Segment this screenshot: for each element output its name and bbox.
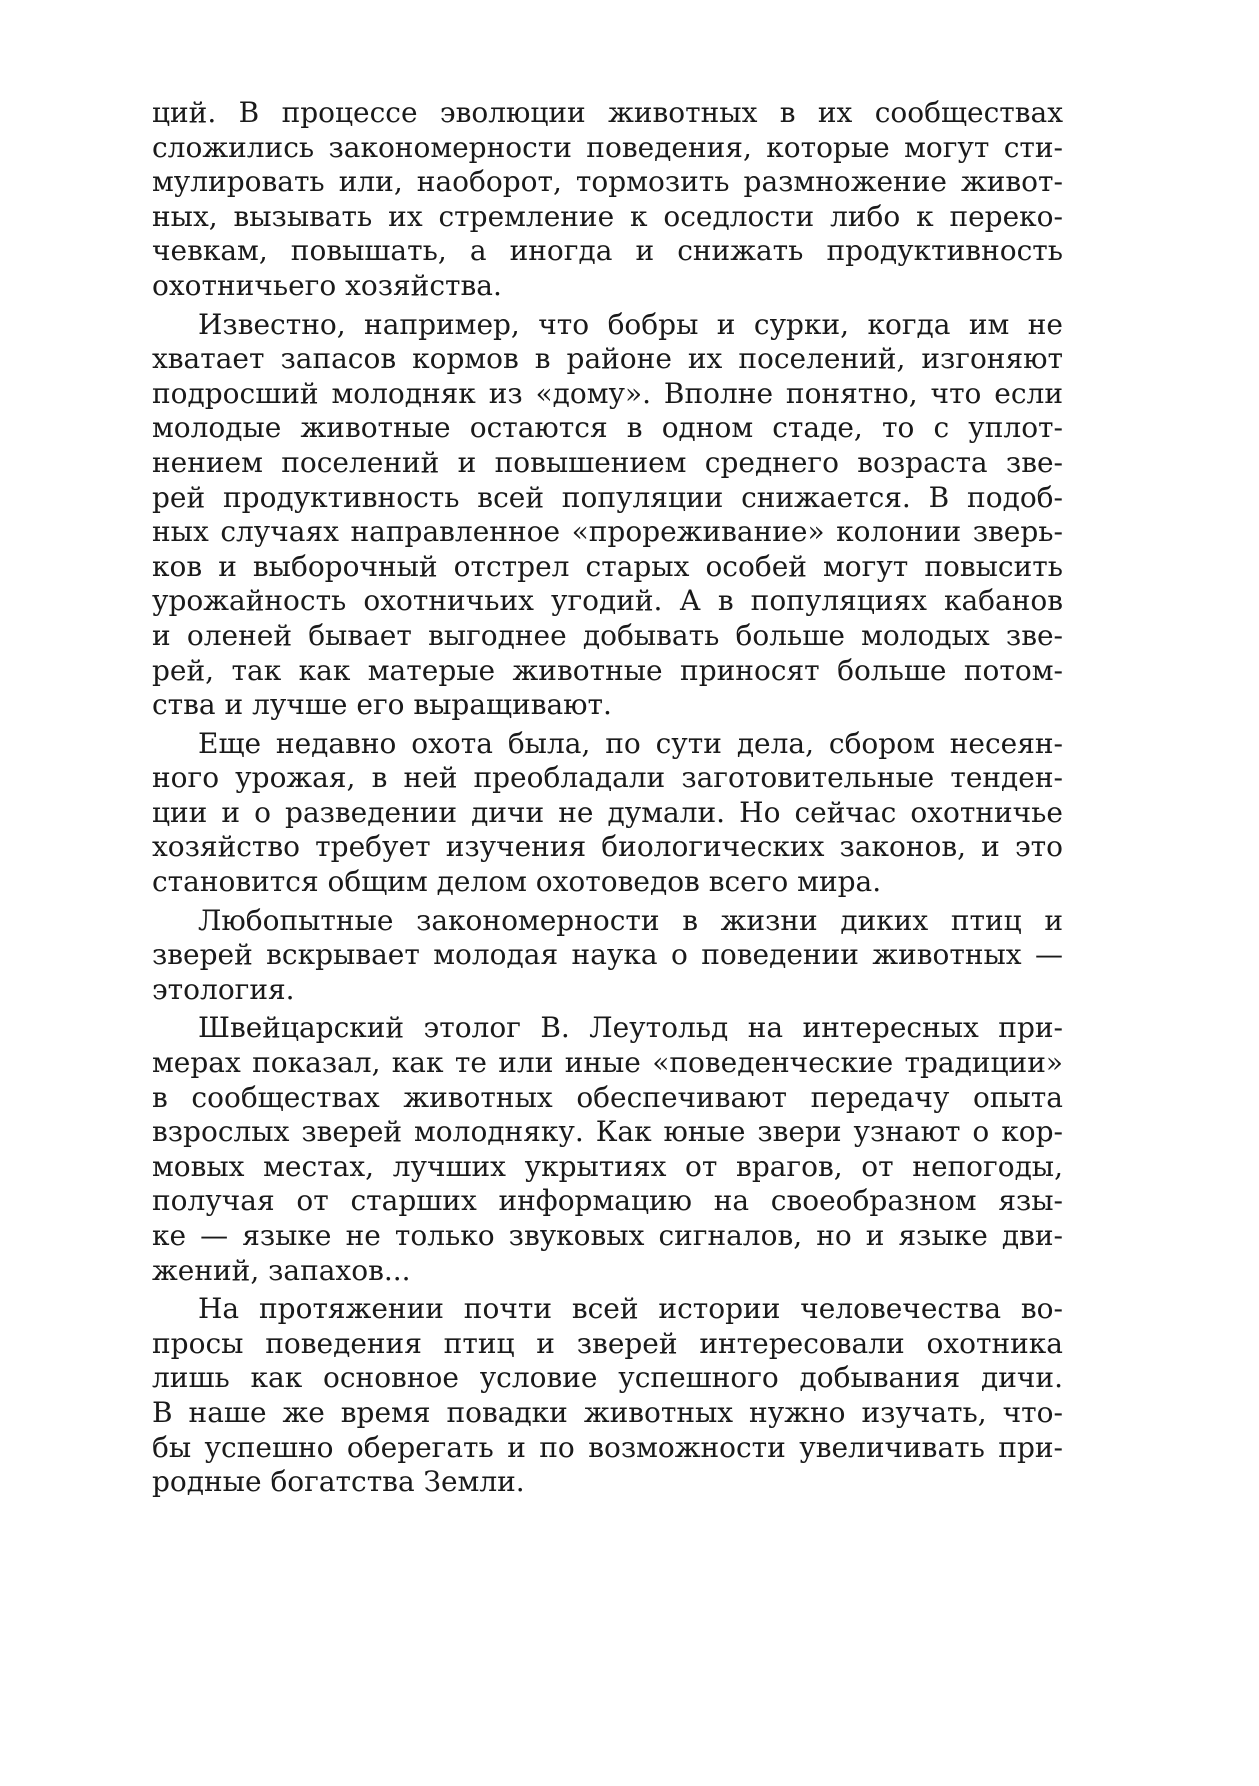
paragraph xyxy=(152,904,1063,1008)
text-line: урожайность охотничьих угодий. А в популяциях кабанов xyxy=(152,584,1063,618)
text-line: ного урожая, в ней преобладали заготовительные тенден- xyxy=(152,761,1063,795)
page-body-text xyxy=(152,96,1063,1500)
text-line: рей, так как матерые животные приносят больше потом- xyxy=(152,653,1063,687)
text-line: Любопытные закономерности в жизни диких птиц и xyxy=(198,903,1063,937)
text-line: ции и о разведении дичи не думали. Но сейчас охотничье xyxy=(152,795,1063,829)
text-line: просы поведения птиц и зверей интересовали охотника xyxy=(152,1326,1063,1360)
text-line: мулировать или, наоборот, тормозить размножение живот- xyxy=(152,165,1063,199)
text-line: лишь как основное условие успешного добывания дичи. xyxy=(152,1361,1063,1395)
text-line: Швейцарский этолог В. Леутольд на интересных при- xyxy=(198,1011,1063,1045)
text-line: бы успешно оберегать и по возможности увеличивать при- xyxy=(152,1430,1063,1464)
text-line: ных случаях направленное «прореживание» колонии зверь- xyxy=(152,515,1063,549)
text-line: ства и лучше его выращивают. xyxy=(152,688,612,722)
paragraph xyxy=(152,1292,1063,1500)
text-line: становится общим делом охотоведов всего мира. xyxy=(152,865,882,899)
text-line: В наше же время повадки животных нужно изучать, что- xyxy=(152,1395,1063,1429)
text-line: ков и выборочный отстрел старых особей могут повысить xyxy=(152,549,1063,583)
text-line: жений, запахов... xyxy=(152,1253,411,1287)
text-line: рей продуктивность всей популяции снижается. В подоб- xyxy=(152,480,1063,514)
text-line: получая от старших информацию на своеобразном язы- xyxy=(152,1184,1063,1218)
text-line: ций. В процессе эволюции животных в их сообществах xyxy=(152,96,1063,129)
text-line: чевкам, повышать, а иногда и снижать продуктивность xyxy=(152,234,1063,268)
text-line: и оленей бывает выгоднее добывать больше молодых зве- xyxy=(152,618,1063,652)
text-line: хватает запасов кормов в районе их поселений, изгоняют xyxy=(152,342,1063,376)
text-line: ных, вызывать их стремление к оседлости либо к переко- xyxy=(152,199,1063,233)
text-line: хозяйство требует изучения биологических законов, и это xyxy=(152,830,1063,864)
text-line: мовых местах, лучших укрытиях от врагов, от непогоды, xyxy=(152,1149,1063,1183)
text-line: этология. xyxy=(152,972,295,1006)
text-line: На протяжении почти всей истории человечества во- xyxy=(198,1292,1063,1326)
text-line: охотничьего хозяйства. xyxy=(152,268,502,302)
text-line: в сообществах животных обеспечивают передачу опыта xyxy=(152,1080,1063,1114)
paragraph xyxy=(152,727,1063,900)
text-line: Известно, например, что бобры и сурки, когда им не xyxy=(198,307,1063,341)
text-line: взрослых зверей молодняку. Как юные звери узнают о кор- xyxy=(152,1115,1063,1149)
text-line: молодые животные остаются в одном стаде, то с уплот- xyxy=(152,411,1063,445)
text-line: сложились закономерности поведения, которые могут сти- xyxy=(152,130,1063,164)
text-line: нением поселений и повышением среднего возраста зве- xyxy=(152,445,1063,479)
text-line: мерах показал, как те или иные «поведенческие традиции» xyxy=(152,1046,1063,1080)
paragraph xyxy=(152,1011,1063,1288)
text-line: ке — языке не только звуковых сигналов, но и языке дви- xyxy=(152,1219,1063,1252)
text-line: подросший молодняк из «дому». Вполне понятно, что если xyxy=(152,376,1063,410)
text-line: родные богатства Земли. xyxy=(152,1465,525,1499)
text-line: Еще недавно охота была, по сути дела, сбором несеян- xyxy=(198,726,1063,760)
paragraph xyxy=(152,308,1063,723)
paragraph xyxy=(152,96,1063,304)
text-line: зверей вскрывает молодая наука о поведении животных — xyxy=(152,938,1063,972)
